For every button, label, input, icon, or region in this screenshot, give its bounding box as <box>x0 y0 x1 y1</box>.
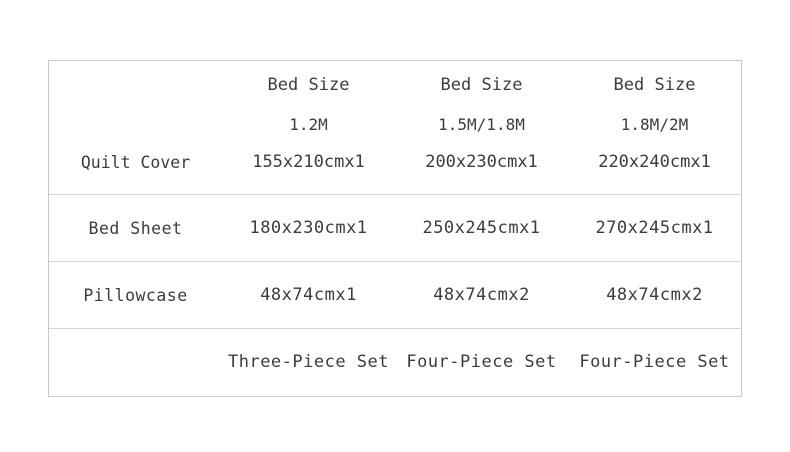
pillowcase-value-1: 48x74cmx1 <box>260 285 357 305</box>
header-cell-column-1 <box>222 61 395 194</box>
quilt-cover-value-1: 155x210cmx1 <box>252 152 365 172</box>
pillowcase-value-2: 48x74cmx2 <box>433 285 530 305</box>
bed-size-dimension-1: 1.2M <box>289 115 328 134</box>
row-label-quilt-cover: Quilt Cover <box>80 153 191 172</box>
bed-sheet-value-1: 180x230cmx1 <box>249 218 368 238</box>
bed-size-dimension-3: 1.8M/2M <box>620 115 689 134</box>
header-cell-row-label <box>49 61 222 194</box>
set-type-1: Three-Piece Set <box>227 352 390 372</box>
bed-size-label-1: Bed Size <box>267 75 350 95</box>
bed-size-dimension-2: 1.5M/1.8M <box>438 115 525 134</box>
table-header-row <box>49 61 741 195</box>
header-cell-column-3 <box>568 61 741 194</box>
bed-sheet-value-3: 270x245cmx1 <box>595 218 714 238</box>
bed-sheet-value-2: 250x245cmx1 <box>422 218 541 238</box>
table-row <box>49 262 741 329</box>
table-row <box>49 195 741 262</box>
bedding-size-table <box>48 60 742 397</box>
header-cell-column-2 <box>395 61 568 194</box>
table-footer-row <box>49 329 741 395</box>
row-label-pillowcase: Pillowcase <box>83 285 188 305</box>
set-type-3: Four-Piece Set <box>579 352 730 372</box>
row-label-bed-sheet: Bed Sheet <box>88 218 183 238</box>
quilt-cover-value-3: 220x240cmx1 <box>598 152 711 172</box>
set-type-2: Four-Piece Set <box>406 352 557 372</box>
pillowcase-value-3: 48x74cmx2 <box>606 285 703 305</box>
bed-size-label-2: Bed Size <box>440 75 523 95</box>
bed-size-label-3: Bed Size <box>613 75 696 95</box>
quilt-cover-value-2: 200x230cmx1 <box>425 152 538 172</box>
